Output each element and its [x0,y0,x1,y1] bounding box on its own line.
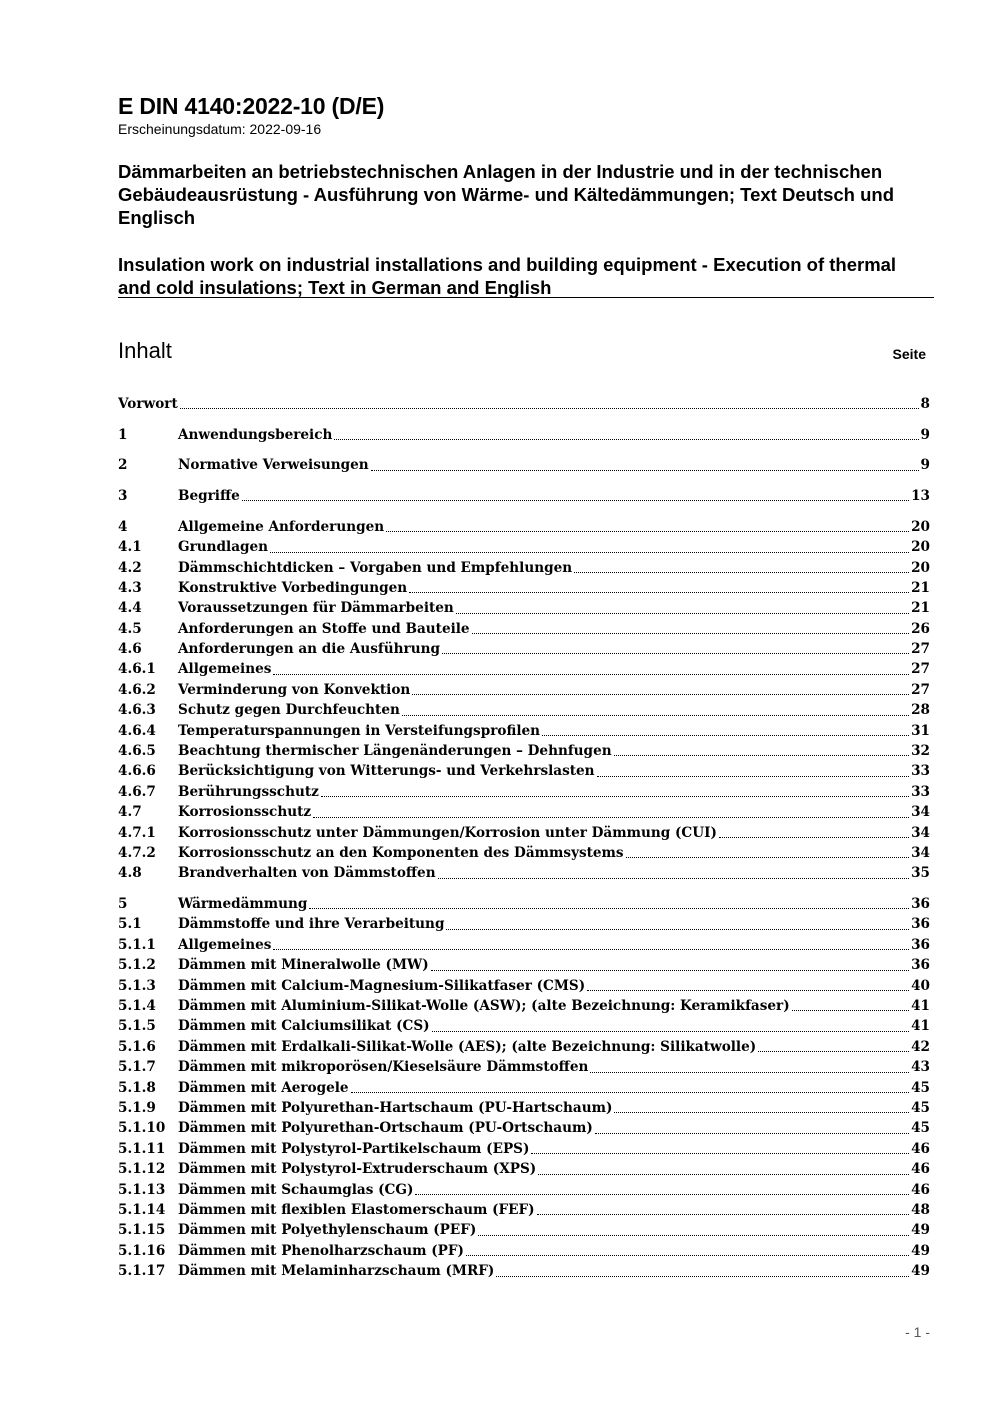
toc-entry[interactable] [118,1078,930,1098]
toc-entry-number: 4 [118,518,128,535]
toc-entry-number: 4.7.2 [118,845,156,861]
toc-entry-label: Dämmen mit Aerogele [178,1079,349,1096]
toc-entry-label: Dämmen mit mikroporösen/Kieselsäure Dämmstoffen [178,1059,589,1076]
toc-entry-number: 4.7 [118,804,142,821]
toc-entry-number: 5.1.7 [118,1059,156,1076]
toc-entry-number: 3 [118,488,128,505]
toc-entry-page: 36 [911,916,930,933]
toc-entry-number: 4.6 [118,641,142,658]
toc-entry[interactable] [118,1261,930,1281]
toc-entry-number: 4.6.4 [118,722,156,739]
toc-entry-number: 5.1.13 [118,1181,166,1198]
toc-entry-label: Dämmen mit Aluminium-Silikat-Wolle (ASW); (alte Bezeichnung: Keramikfaser) [178,998,790,1015]
toc-entry[interactable] [118,955,930,975]
toc-entry-label: Allgemeines [178,936,272,953]
toc-entry[interactable] [118,1241,930,1261]
toc-entry-label: Voraussetzungen für Dämmarbeiten [178,600,454,617]
toc-entry[interactable] [118,741,930,761]
toc-entry[interactable] [118,802,930,822]
toc-entry-label: Dämmen mit Polyethylenschaum (PEF) [178,1222,477,1239]
toc-entry-label: Konstruktive Vorbedingungen [178,579,408,596]
toc-entry[interactable] [118,1098,930,1118]
toc-dot-leader [351,1092,909,1093]
toc-entry-number: 4.6.3 [118,702,156,719]
toc-entry-page: 8 [920,396,930,412]
toc-entry-number: 5.1.5 [118,1018,156,1035]
toc-entry-label: Dämmschichtdicken – Vorgaben und Empfehlungen [178,559,573,576]
toc-entry-page: 35 [911,865,930,882]
toc-entry[interactable] [118,935,930,955]
toc-entry[interactable] [118,659,930,679]
toc-entry[interactable] [118,761,930,781]
toc-dot-leader [478,1235,909,1236]
toc-entry[interactable] [118,721,930,741]
toc-entry[interactable] [118,1016,930,1036]
toc-entry-page: 46 [911,1140,930,1157]
toc-entry-number: 4.1 [118,539,142,556]
toc-entry-page: 36 [911,896,930,913]
toc-dot-leader [432,1031,910,1032]
toc-entry-page: 9 [920,426,930,443]
toc-entry-page: 36 [911,957,930,974]
toc-entry-label: Dämmen mit Calciumsilikat (CS) [178,1018,430,1035]
toc-entry-label: Wärmedämmung [178,896,308,913]
toc-dot-leader [538,1174,909,1175]
toc-entry[interactable] [118,823,930,843]
page-number: - 1 - [905,1324,930,1340]
toc-entry-number: 5.1 [118,916,142,933]
toc-entry-page: 27 [911,661,930,678]
toc-entry-label: Normative Verweisungen [178,457,369,474]
toc-dot-leader [270,552,909,553]
toc-entry-label: Anforderungen an Stoffe und Bauteile [178,620,470,637]
toc-entry-page: 27 [911,641,930,658]
toc-entry[interactable] [118,894,930,914]
toc-entry[interactable] [118,782,930,802]
toc-dot-leader [531,1153,909,1154]
toc-dot-leader [371,470,919,471]
toc-entry-number: 5.1.8 [118,1079,156,1096]
toc-title: Inhalt [118,338,172,363]
toc-entry-label: Korrosionsschutz [178,804,312,821]
toc-entry-number: 5.1.6 [118,1038,156,1055]
toc-entry[interactable] [118,425,930,445]
toc-entry-page: 45 [911,1079,930,1096]
toc-entry-label: Anforderungen an die Ausführung [178,641,440,658]
table-of-contents [118,394,930,1282]
toc-entry-label: Brandverhalten von Dämmstoffen [178,865,436,882]
toc-entry-page: 45 [911,1120,930,1137]
toc-entry-label: Allgemeine Anforderungen [178,518,385,535]
toc-entry-page: 36 [911,936,930,953]
toc-entry-number: 4.4 [118,600,142,617]
toc-entry-page: 26 [911,620,930,637]
toc-entry-page: 9 [920,457,930,474]
toc-entry[interactable] [118,517,930,537]
toc-entry-label: Dämmen mit Calcium-Magnesium-Silikatfaser (CMS) [178,977,586,994]
toc-entry-label: Beachtung thermischer Längenänderungen – Dehnfugen [178,743,612,760]
toc-entry-number: 4.6.1 [118,661,156,678]
toc-entry-page: 46 [911,1161,930,1178]
toc-entry[interactable] [118,1118,930,1138]
toc-dot-leader [412,694,909,695]
toc-dot-leader [597,776,910,777]
toc-entry-page: 34 [911,845,930,861]
toc-entry-number: 4.2 [118,559,142,576]
toc-dot-leader [442,653,909,654]
toc-entry[interactable] [118,598,930,618]
toc-entry-number: 5.1.11 [118,1140,166,1157]
toc-entry-number: 4.7.1 [118,824,156,841]
toc-entry-label: Grundlagen [178,539,269,556]
toc-entry-label: Korrosionsschutz an den Komponenten des Dämmsystems [178,845,624,861]
toc-dot-leader [466,1255,909,1256]
toc-dot-leader [313,817,909,818]
toc-entry-number: 5.1.17 [118,1263,166,1280]
toc-entry-page: 13 [911,488,930,505]
toc-entry-number: 5.1.12 [118,1161,166,1178]
toc-entry-label: Dämmen mit Mineralwolle (MW) [178,957,429,974]
toc-entry[interactable] [118,1180,930,1200]
toc-entry-number: 1 [118,426,128,443]
toc-entry-page: 45 [911,1099,930,1116]
toc-dot-leader [438,878,909,879]
toc-entry-number: 4.6.6 [118,763,156,780]
toc-entry-label: Dämmen mit Melaminharzschaum (MRF) [178,1263,495,1280]
toc-entry-number: 4.6.2 [118,681,156,698]
toc-entry-label: Dämmen mit Polyurethan-Hartschaum (PU-Hartschaum) [178,1099,613,1116]
toc-entry-number: 5.1.9 [118,1099,156,1116]
toc-entry[interactable] [118,537,930,557]
document-header [118,92,934,299]
toc-dot-leader [242,500,909,501]
toc-dot-leader [431,970,909,971]
toc-entry[interactable] [118,680,930,700]
title-english: Insulation work on industrial installations and building equipment - Execution of thermal and cold insulations; Text in German and English [118,254,897,298]
toc-entry[interactable] [118,700,930,720]
toc-entry-number: 4.8 [118,865,142,882]
toc-entry-page: 20 [911,559,930,576]
toc-entry-page: 33 [911,783,930,800]
toc-dot-leader [614,1112,909,1113]
toc-entry-page: 20 [911,539,930,556]
toc-entry-label: Schutz gegen Durchfeuchten [178,702,400,719]
toc-dot-leader [590,1072,909,1073]
toc-entry-page: 43 [911,1059,930,1076]
toc-dot-leader [309,908,909,909]
toc-dot-leader [180,408,919,409]
publication-date: Erscheinungsdatum: 2022-09-16 [118,121,322,137]
toc-entry-number: 4.5 [118,620,142,637]
toc-entry-number: 5.1.4 [118,998,156,1015]
toc-entry[interactable] [118,843,930,863]
toc-entry-number: 5.1.14 [118,1201,166,1218]
toc-entry-label: Vorwort [118,396,178,412]
toc-entry-page: 31 [911,722,930,739]
toc-entry-page: 49 [911,1222,930,1239]
toc-entry-number: 5.1.1 [118,936,156,953]
toc-entry-label: Begriffe [178,488,240,505]
toc-entry[interactable] [118,455,930,475]
toc-entry[interactable] [118,996,930,1016]
toc-dot-leader [273,949,909,950]
toc-entry-number: 5.1.15 [118,1222,166,1239]
toc-dot-leader [334,439,918,440]
toc-entry-page: 46 [911,1181,930,1198]
toc-entry[interactable] [118,558,930,578]
toc-dot-leader [415,1194,909,1195]
toc-entry-page: 42 [911,1038,930,1055]
toc-entry[interactable] [118,976,930,996]
toc-entry-page: 34 [911,804,930,821]
toc-entry[interactable] [118,486,930,506]
toc-dot-leader [758,1051,909,1052]
toc-entry[interactable] [118,394,930,414]
toc-entry[interactable] [118,1057,930,1077]
toc-dot-leader [595,1133,909,1134]
toc-entry[interactable] [118,1220,930,1240]
toc-dot-leader [537,1214,909,1215]
toc-entry-page: 21 [911,600,930,617]
toc-dot-leader [574,572,909,573]
toc-entry[interactable] [118,1159,930,1179]
toc-dot-leader [792,1010,909,1011]
toc-entry-page: 28 [911,702,930,719]
toc-page-column-label: Seite [892,346,926,362]
toc-entry-label: Dämmen mit Schaumglas (CG) [178,1181,414,1198]
toc-entry-label: Verminderung von Konvektion [178,681,411,698]
toc-dot-leader [472,633,910,634]
toc-dot-leader [321,796,909,797]
toc-entry-label: Dämmen mit Polyurethan-Ortschaum (PU-Ortschaum) [178,1120,593,1137]
toc-dot-leader [542,735,909,736]
toc-entry-number: 4.6.7 [118,783,156,800]
toc-heading [118,337,926,367]
toc-dot-leader [273,674,909,675]
toc-entry-label: Dämmen mit Polystyrol-Partikelschaum (EPS) [178,1140,530,1157]
toc-dot-leader [456,613,909,614]
toc-entry-page: 33 [911,763,930,780]
toc-entry-page: 32 [911,743,930,760]
toc-entry-number: 5 [118,896,128,913]
document-id: E DIN 4140:2022-10 (D/E) [118,93,385,119]
toc-entry-number: 5.1.10 [118,1120,166,1137]
toc-entry-page: 41 [911,998,930,1015]
toc-entry-number: 5.1.2 [118,957,156,974]
toc-entry-number: 2 [118,457,128,474]
toc-dot-leader [496,1276,909,1277]
toc-entry-label: Allgemeines [178,661,272,678]
toc-entry-page: 41 [911,1018,930,1035]
toc-entry-number: 5.1.3 [118,977,156,994]
toc-entry-page: 27 [911,681,930,698]
toc-entry-page: 21 [911,579,930,596]
toc-dot-leader [446,929,909,930]
toc-dot-leader [626,857,909,858]
toc-dot-leader [587,990,909,991]
toc-entry-label: Anwendungsbereich [178,426,333,443]
toc-entry-page: 40 [911,977,930,994]
toc-entry[interactable] [118,578,930,598]
header-divider [118,297,934,298]
toc-entry-number: 4.3 [118,579,142,596]
toc-entry-label: Dämmstoffe und ihre Verarbeitung [178,916,445,933]
toc-entry[interactable] [118,1037,930,1057]
toc-entry-number: 5.1.16 [118,1242,166,1259]
toc-dot-leader [386,531,909,532]
toc-dot-leader [409,592,909,593]
toc-entry-label: Berücksichtigung von Witterungs- und Verkehrslasten [178,763,595,780]
toc-entry-label: Temperaturspannungen in Versteifungsprofilen [178,722,541,739]
toc-dot-leader [614,755,909,756]
title-german: Dämmarbeiten an betriebstechnischen Anlagen in der Industrie und in der technischen Gebäudeausrüstung - Ausführung von Wärme- und Kältedämmungen; Text Deutsch und Englisch [118,161,895,228]
toc-entry-label: Dämmen mit flexiblen Elastomerschaum (FEF) [178,1201,535,1218]
toc-entry-page: 20 [911,518,930,535]
toc-entry[interactable] [118,619,930,639]
toc-entry[interactable] [118,639,930,659]
toc-entry-label: Berührungsschutz [178,783,319,800]
toc-entry[interactable] [118,1200,930,1220]
toc-entry[interactable] [118,914,930,934]
toc-entry-label: Dämmen mit Polystyrol-Extruderschaum (XPS) [178,1161,537,1178]
toc-entry-page: 48 [911,1201,930,1218]
toc-entry-page: 49 [911,1242,930,1259]
toc-entry-label: Dämmen mit Phenolharzschaum (PF) [178,1242,464,1259]
toc-entry-label: Korrosionsschutz unter Dämmungen/Korrosion unter Dämmung (CUI) [178,824,717,841]
toc-entry[interactable] [118,1139,930,1159]
toc-entry[interactable] [118,863,930,883]
toc-dot-leader [402,715,909,716]
toc-entry-number: 4.6.5 [118,743,156,760]
toc-dot-leader [719,837,909,838]
toc-entry-page: 34 [911,824,930,841]
toc-entry-page: 49 [911,1263,930,1280]
toc-entry-label: Dämmen mit Erdalkali-Silikat-Wolle (AES); (alte Bezeichnung: Silikatwolle) [178,1038,757,1055]
